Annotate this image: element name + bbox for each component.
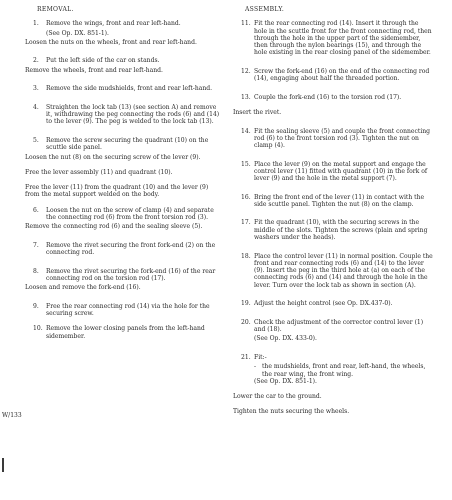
dash-marker: -: [254, 363, 257, 371]
removal-step-3: [25, 85, 221, 92]
step-text: Couple the fork-end (16) to the torsion rod (17).: [254, 93, 402, 101]
assembly-step-19: [233, 300, 433, 307]
step-text: Remove the rivet securing the front fork-end (2) on the connecting rod.: [46, 241, 216, 257]
op-reference: (See Op. DX. 433-0).: [254, 335, 317, 343]
fit-list-text: the mudshields, front and rear, left-hand, the wheels, the rear wing, the front wing.: [262, 363, 426, 378]
step-text: Screw the fork-end (16) on the end of the connecting rod (14), engaging about half the threaded portion.: [254, 67, 430, 83]
removal-step-1: [25, 20, 221, 27]
step-text: Fit the quadrant (10), with the securing screws in the middle of the slots. Tighten the screws (plain and spring washers under the heads).: [254, 219, 428, 242]
step-number: 2.: [33, 57, 39, 65]
step-text: Straighten the lock tab (13) (see section A) and remove it, withdrawing the peg connecting the rods (6) and (14) to the lever (9). The peg is welded to the lock tab (13).: [46, 103, 220, 126]
step-text: Check the adjustment of the corrector control lever (1) and (18).: [254, 318, 424, 333]
step-number: 19.: [241, 300, 251, 308]
removal-step-10: [25, 325, 221, 340]
step-number: 3.: [33, 85, 39, 93]
assembly-step-20: [233, 319, 433, 334]
step-text: Free the rear connecting rod (14) via the hole for the securing screw.: [46, 302, 210, 317]
removal-step-2: [25, 57, 221, 64]
step-number: 4.: [33, 103, 39, 111]
step-number: 8.: [33, 267, 39, 275]
fit-list-item: [233, 363, 433, 378]
assembly-step-15: [233, 161, 433, 183]
assembly-step-13: [233, 94, 433, 101]
instruction-line: Loosen the nut (8) on the securing screw of the lever (9).: [25, 153, 201, 161]
removal-step-8: [25, 268, 221, 283]
removal-step-4: [25, 104, 221, 126]
step-number: 18.: [241, 252, 251, 260]
assembly-step-21: [233, 354, 433, 361]
step-text: Remove the wings, front and rear left-hand.: [46, 20, 181, 28]
instruction-line: Free the lever assembly (11) and quadrant (10).: [25, 168, 173, 176]
instruction-line: Loosen the nuts on the wheels, front and rear left-hand.: [25, 39, 197, 47]
op-reference: (See Op. DX. 851-1).: [254, 377, 317, 385]
step-number: 12.: [241, 67, 251, 75]
op-reference: (See Op. DX. 851-1).: [46, 29, 109, 37]
assembly-step-14: [233, 128, 433, 150]
step-text: Place the control lever (11) in normal position. Couple the front and rear connecting rods (6) and (14) to the lever (9). Insert the peg in the third hole at (a) on each of the connecting rods (6) and (14) and through the hole in the lever. Turn over the lock tab as shown in section (A).: [254, 252, 433, 289]
removal-column: [25, 3, 221, 342]
step-text: Fit the rear connecting rod (14). Insert it through the hole in the scuttle front for the front connecting rod, then through the hole in the upper part of the sidemember, then through the nylon bearings (15), and through the hole existing in the rear closing panel of the sidemember.: [254, 20, 432, 57]
step-text: Loosen the nut on the screw of clamp (4) and separate the connecting rod (6) from the front torsion rod (3).: [46, 206, 214, 221]
instruction-line: Remove the connecting rod (6) and the sealing sleeve (5).: [25, 223, 203, 231]
instruction-line: Lower the car to the ground.: [233, 393, 322, 401]
step-number: 21.: [241, 353, 251, 361]
step-text: Remove the lower closing panels from the left-hand sidemember.: [46, 325, 205, 340]
step-number: 14.: [241, 127, 251, 135]
assembly-step-11: [233, 20, 433, 56]
assembly-heading: ASSEMBLY.: [245, 6, 285, 13]
removal-step-6: [25, 207, 221, 222]
step-text: Remove the side mudshields, front and rear left-hand.: [46, 85, 213, 93]
step-number: 20.: [241, 318, 251, 326]
instruction-line: Insert the rivet.: [233, 109, 282, 117]
step-number: 10.: [33, 325, 43, 333]
assembly-step-18: [233, 253, 433, 289]
instruction-line: Tighten the nuts securing the wheels.: [233, 408, 350, 416]
step-number: 7.: [33, 241, 39, 249]
step-text: Adjust the height control (see Op. DX.437-0).: [254, 300, 393, 308]
step-number: 15.: [241, 160, 251, 168]
assembly-step-17: [233, 219, 433, 241]
step-number: 5.: [33, 136, 39, 144]
margin-bar: [2, 458, 4, 472]
assembly-step-12: [233, 68, 433, 83]
removal-step-5: [25, 137, 221, 152]
step-text: Fit the sealing sleeve (5) and couple the front connecting rod (6) to the front torsion rod (3). Tighten the nut on clamp (4).: [254, 127, 431, 150]
step-number: 6.: [33, 206, 39, 214]
removal-step-9: [25, 303, 221, 318]
removal-step-7: [25, 242, 221, 257]
step-number: 17.: [241, 219, 251, 227]
step-text: Put the left side of the car on stands.: [46, 57, 160, 65]
step-number: 16.: [241, 193, 251, 201]
step-text: Bring the front end of the lever (11) in contact with the side scuttle panel. Tighten the nut (8) on the clamp.: [254, 193, 425, 208]
step-number: 1.: [33, 20, 39, 28]
step-number: 11.: [241, 20, 251, 28]
assembly-step-16: [233, 194, 433, 209]
instruction-line: Free the lever (11) from the quadrant (10) and the lever (9) from the metal support welded on the body.: [25, 184, 209, 199]
step-number: 9.: [33, 302, 39, 310]
margin-reference: W/133: [2, 412, 22, 419]
instruction-line: Remove the wheels, front and rear left-hand.: [25, 66, 163, 74]
step-number: 13.: [241, 93, 251, 101]
assembly-column: [233, 3, 433, 418]
step-text: Place the lever (9) on the metal support and engage the control lever (11) fitted with quadrant (10) in the fork of lever (9) and the hole in the metal support (7).: [254, 160, 428, 183]
removal-heading: REMOVAL.: [37, 6, 74, 13]
step-text: Fit:-: [254, 353, 267, 361]
step-text: Remove the screw securing the quadrant (10) on the scuttle side panel.: [46, 136, 209, 152]
step-text: Remove the rivet securing the fork-end (16) of the rear connecting rod on the torsion rod (17).: [46, 267, 216, 282]
instruction-line: Loosen and remove the fork-end (16).: [25, 284, 141, 292]
